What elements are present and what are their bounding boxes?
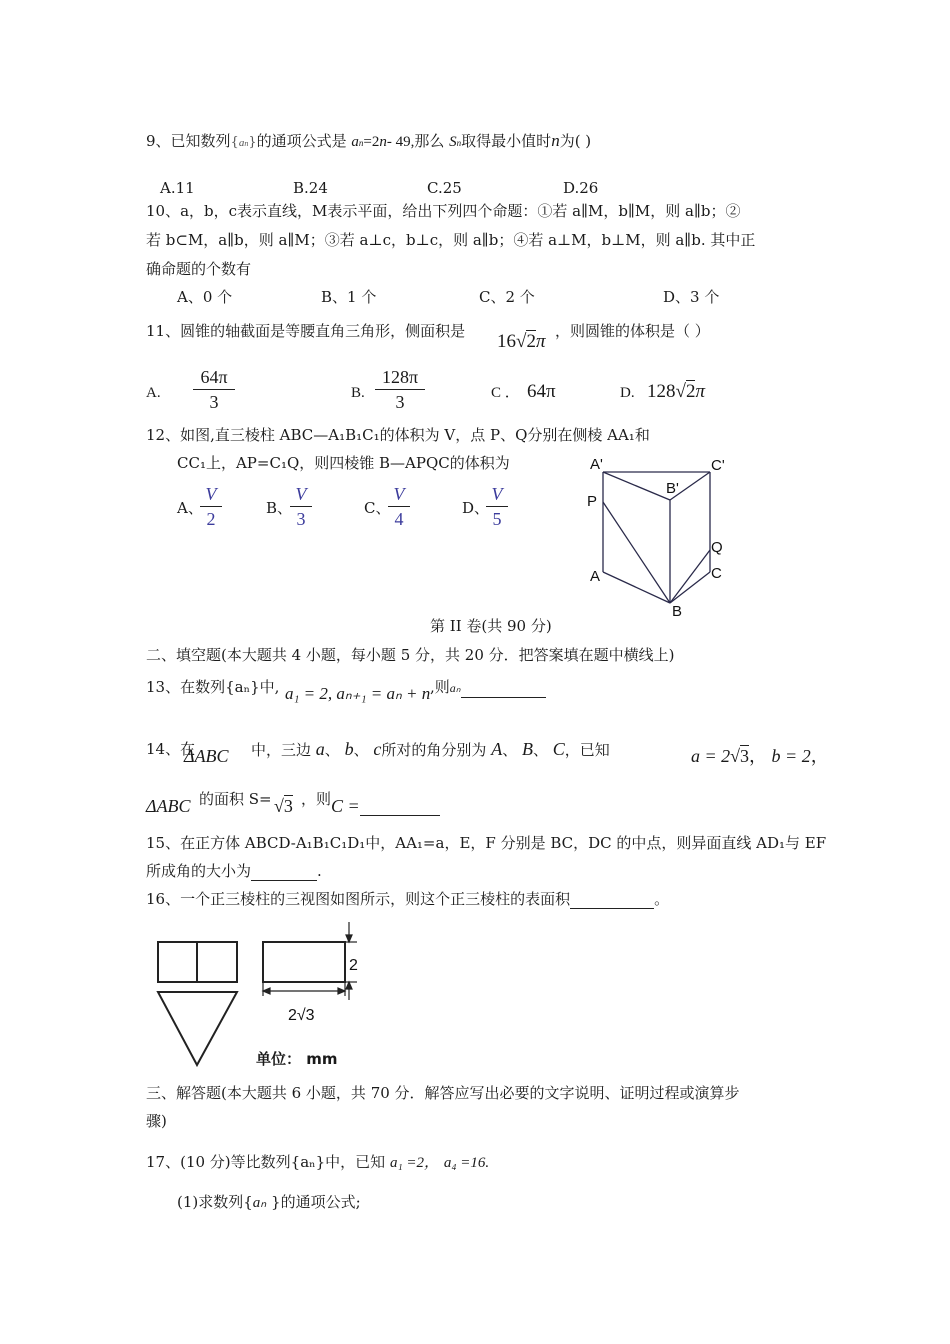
- q12-option-c-frac: V 4: [388, 483, 410, 530]
- label-c1: C': [711, 457, 725, 474]
- q11-optA-frac: 64π 3: [193, 366, 235, 413]
- q9-option-c: C.25: [427, 179, 462, 197]
- q14-area: 的面积 S=: [199, 790, 272, 808]
- edge-a1-b1: [603, 472, 670, 500]
- section2-title: 第 II 卷(共 90 分): [430, 617, 552, 635]
- q10-option-a: A、0 个: [177, 288, 233, 306]
- q14-triangle: ΔABC: [184, 746, 229, 766]
- q9-option-d: D.26: [563, 179, 599, 197]
- q12-line1: 12、如图,直三棱柱 ABC—A₁B₁C₁的体积为 V，点 P、Q分别在侧棱 AA₁和: [146, 426, 650, 444]
- label-a: A: [590, 568, 601, 585]
- q11-optC-value: 64π: [527, 381, 556, 402]
- q12-option-b-frac: V 3: [290, 483, 312, 530]
- side-view: [263, 942, 345, 982]
- label-b: B: [672, 603, 683, 620]
- label-b1: B': [666, 480, 679, 497]
- q9-stem: 9、已知数列{an}的通项公式是 an=2n- 49,那么 Sn取得最小值时n为( ): [146, 131, 592, 150]
- q10-line2: 若 b⊂M，a∥b，则 a∥M；③若 a⊥c，b⊥c，则 a∥b；④若 a⊥M，b⊥M，则 a∥b. 其中正: [146, 231, 756, 249]
- q14-cond-a: a = 2√3， b = 2，: [691, 746, 829, 766]
- q11-optB-frac: 128π 3: [375, 366, 425, 413]
- q17-stem: 17、(10 分)等比数列{aₙ}中，已知 a₁ =2， a₄ =16.: [146, 1153, 490, 1171]
- q17-part1: (1)求数列{aₙ }的通项公式;: [177, 1193, 361, 1211]
- q13-formula: a₁ = 2, aₙ₊₁ = aₙ + n: [285, 684, 431, 703]
- q12-option-a-frac: V 2: [200, 483, 222, 530]
- three-view-figure: [150, 920, 380, 1070]
- q14-ask: ，则: [301, 790, 332, 808]
- q11-optD-label: D.: [620, 385, 635, 401]
- q9-option-b: B.24: [293, 179, 328, 197]
- q16-stem: 16、一个正三棱柱的三视图如图所示，则这个正三棱柱的表面积 。: [146, 890, 670, 908]
- q14-stem-sides: 中，三边 a、 b、 c所对的角分别为 A、 B、 C，已知: [251, 739, 610, 759]
- q12-option-d-label: D、: [462, 499, 490, 517]
- q12-option-c-label: C、: [364, 499, 391, 517]
- q11-area: 16√2π: [497, 331, 546, 352]
- q13-answer-blank[interactable]: [461, 697, 546, 698]
- q13-stem: 13、在数列{aₙ}中,: [146, 678, 280, 696]
- label-p: P: [587, 493, 598, 510]
- q14-answer: C =: [331, 796, 440, 816]
- q9-option-a: A.11: [160, 179, 195, 197]
- q10-line3: 确命题的个数有: [146, 260, 252, 278]
- q10-option-c: C、2 个: [479, 288, 535, 306]
- q11-optB-label: B.: [351, 385, 365, 401]
- q15-answer-blank[interactable]: [251, 880, 317, 881]
- dim-height: 2: [349, 957, 358, 974]
- dim-width: 2√3: [288, 1007, 315, 1024]
- q14-area-value: √3: [274, 796, 293, 816]
- q10-option-d: D、3 个: [663, 288, 720, 306]
- q12-line2: CC₁上，AP=C₁Q，则四棱锥 B—APQC的体积为: [177, 454, 510, 472]
- q12-option-b-label: B、: [266, 499, 293, 517]
- q11-optA-label: A.: [146, 385, 161, 401]
- seq-brace: {an}: [230, 135, 257, 150]
- q14-answer-blank[interactable]: [360, 815, 440, 816]
- q12-option-a-label: A、: [177, 499, 203, 517]
- section3-line2: 骤): [146, 1112, 167, 1130]
- q10-line1: 10、a，b，c表示直线，M表示平面，给出下列四个命题：①若 a∥M，b∥M，则 a∥b；②: [146, 202, 741, 220]
- label-c: C: [711, 565, 722, 582]
- q15-line1: 15、在正方体 ABCD-A₁B₁C₁D₁中，AA₁=a，E，F 分别是 BC，DC 的中点，则异面直线 AD₁与 EF: [146, 834, 827, 852]
- q14-triangle-2: ΔABC: [146, 796, 191, 816]
- q11-optD-value: 128√2π: [647, 381, 705, 402]
- section2-heading: 二、填空题(本大题共 4 小题，每小题 5 分，共 20 分．把答案填在题中横线上): [146, 646, 675, 664]
- q12-option-d-frac: V 5: [486, 483, 508, 530]
- q11-optC-label: C ．: [491, 385, 520, 401]
- prism-figure: [580, 450, 740, 620]
- q11-stem: 11、圆锥的轴截面是等腰直角三角形，侧面积是: [146, 322, 466, 340]
- label-q: Q: [711, 539, 723, 556]
- q11-stem-end: ，则圆锥的体积是（ ）: [555, 322, 710, 340]
- top-view: [158, 992, 237, 1065]
- q16-unit: 单位： mm: [256, 1050, 338, 1068]
- q14-line1: 14、在: [146, 740, 196, 758]
- q16-answer-blank[interactable]: [570, 908, 654, 909]
- q10-option-b: B、1 个: [321, 288, 377, 306]
- label-a1: A': [590, 456, 603, 473]
- section3-line1: 三、解答题(本大题共 6 小题，共 70 分．解答应写出必要的文字说明、证明过程或演算步: [146, 1084, 740, 1102]
- q13-stem-end: ,则aₙ: [430, 677, 546, 698]
- q15-line2: 所成角的大小为 .: [146, 862, 322, 880]
